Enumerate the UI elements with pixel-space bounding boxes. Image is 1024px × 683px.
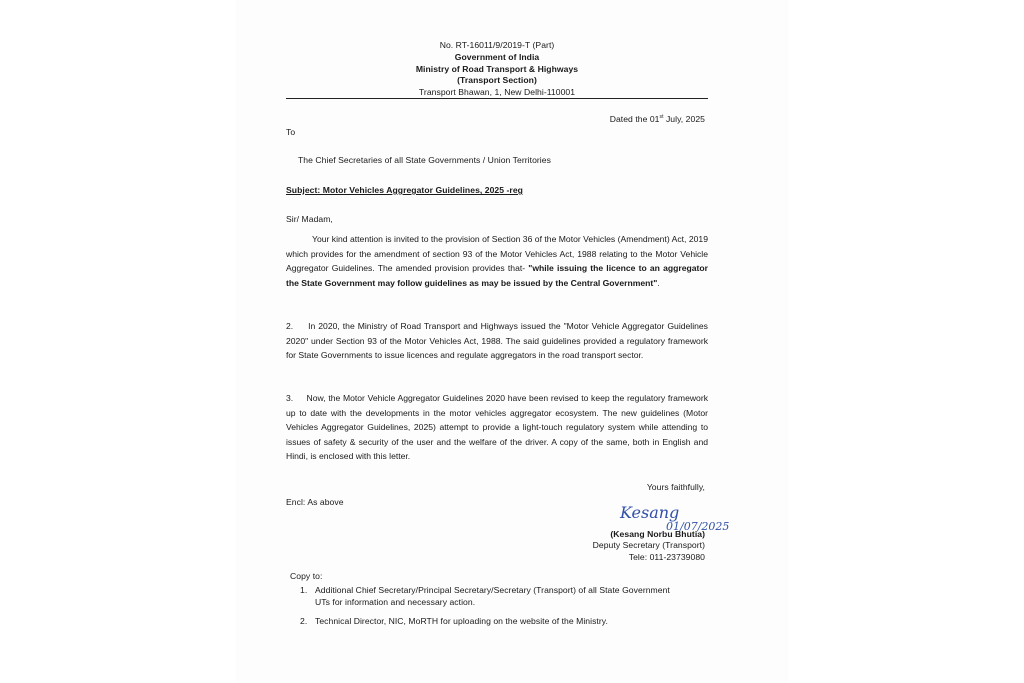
paragraph-1: Your kind attention is invited to the provision of Section 36 of the Motor Vehicles (Amendment) Act, 2019 which provides for the amendment of section 93 of the Motor Vehicles Act, 1988 relating to the Motor Vehicle Aggregator Guidelines. The amended provision provides that- "while issuing the licence to an aggregator the State Government may follow guidelines as may be issued by the Central Government".	[286, 234, 708, 288]
paragraph-2: 2. In 2020, the Ministry of Road Transport and Highways issued the "Motor Vehicle Aggregator Guidelines 2020" under Section 93 of the Motor Vehicles Act, 1988. The said guidelines provided a regulatory framework for State Governments to issue licences and regulate aggregators in the road transport sector.	[286, 321, 708, 361]
signatory-name: (Kesang Norbu Bhutia)	[610, 529, 705, 539]
salutation: Sir/ Madam,	[286, 214, 333, 224]
paragraph-2-number: 2.	[286, 321, 294, 331]
signatory-telephone: Tele: 011-23739080	[628, 552, 705, 562]
to-label: To	[286, 127, 296, 137]
government-heading: Government of India	[454, 52, 540, 62]
svg-text:Kesang: Kesang	[620, 503, 680, 522]
copy-item-1-line-1: Additional Chief Secretary/Principal Secretary/Secretary (Transport) of all State Government	[315, 585, 670, 595]
recipient: The Chief Secretaries of all State Governments / Union Territories	[298, 155, 551, 165]
copy-item-1-number: 1.	[300, 585, 308, 595]
paragraph-3-number: 3.	[286, 393, 294, 403]
svg-text:01/07/2025: 01/07/2025	[666, 520, 730, 533]
closing: Yours faithfully,	[646, 482, 705, 492]
ministry-heading: Ministry of Road Transport & Highways	[415, 64, 579, 74]
copy-to-label: Copy to:	[290, 571, 323, 581]
paragraph-3: 3. Now, the Motor Vehicle Aggregator Guidelines 2020 have been revised to keep the regulatory framework up to date with the developments in the motor vehicles aggregator ecosystem. The new guidelines (Motor Vehicles Aggregator Guidelines, 2025) attempt to provide a light-touch regulatory system while attending to issues of safety & security of the user and the welfare of the driver. A copy of the same, both in English and Hindi, is enclosed with this letter.	[286, 393, 708, 462]
header-divider	[286, 98, 708, 99]
section-heading: (Transport Section)	[457, 75, 537, 85]
letter-date: Dated the 01st July, 2025	[609, 113, 705, 124]
enclosure-note: Encl: As above	[286, 497, 344, 507]
copy-item-1-line-2: UTs for information and necessary action.	[315, 597, 476, 607]
subject-line: Subject: Motor Vehicles Aggregator Guidelines, 2025 -reg	[286, 185, 523, 195]
copy-item-2-number: 2.	[300, 616, 308, 626]
reference-number: No. RT-16011/9/2019-T (Part)	[439, 40, 555, 50]
signatory-title: Deputy Secretary (Transport)	[592, 540, 705, 550]
address-line: Transport Bhawan, 1, New Delhi-110001	[418, 87, 576, 97]
copy-item-2-line-1: Technical Director, NIC, MoRTH for uploading on the website of the Ministry.	[315, 616, 608, 626]
